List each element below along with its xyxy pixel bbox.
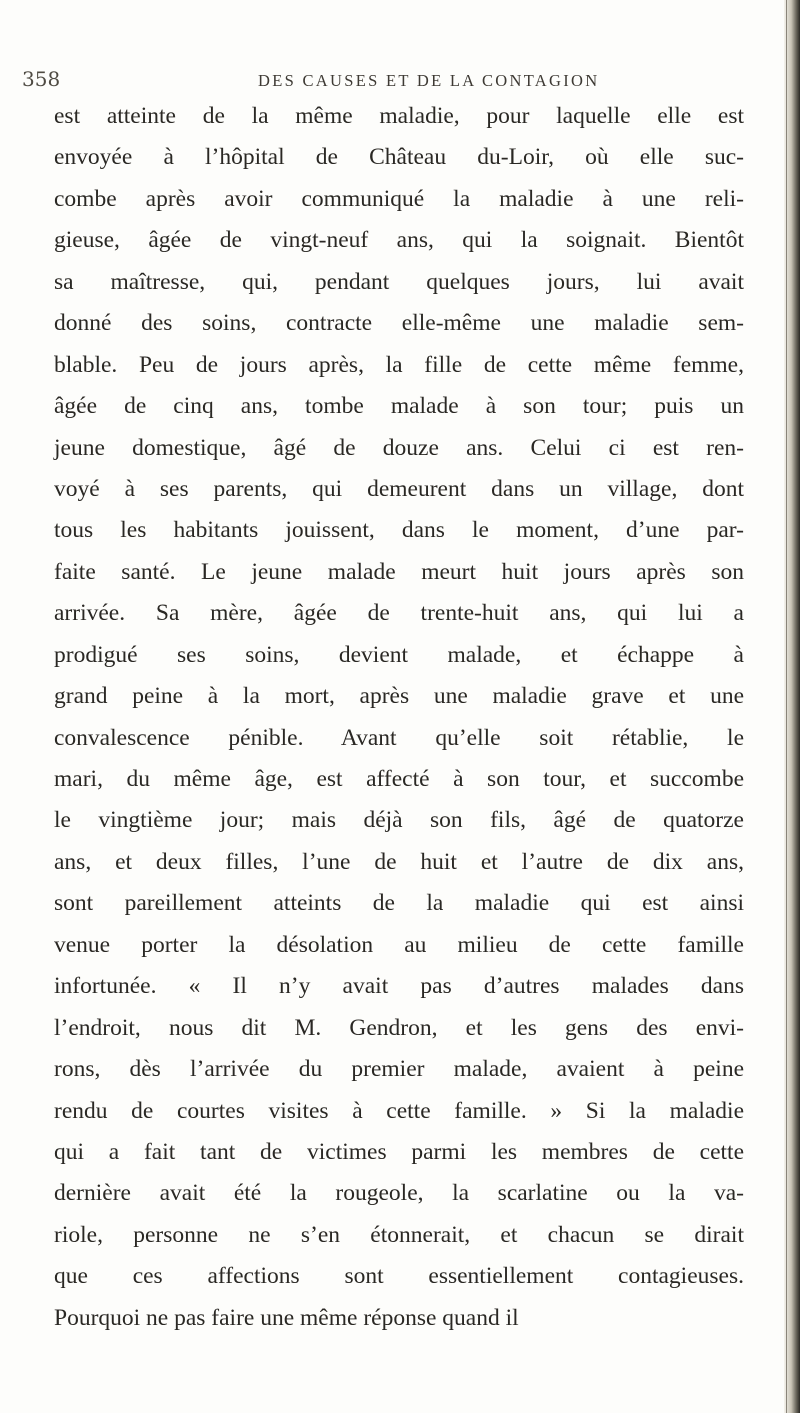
text-line: donné des soins, contracte elle-même une maladie sem- bbox=[54, 310, 744, 337]
text-line: est atteinte de la même maladie, pour laquelle elle est bbox=[54, 103, 744, 129]
text-line: voyé à ses parents, qui demeurent dans un village, dont bbox=[54, 475, 744, 502]
text-line: Pourquoi ne pas faire une même réponse quand il bbox=[54, 1304, 519, 1331]
text-line: grand peine à la mort, après une maladie grave et une bbox=[54, 683, 744, 710]
running-head: DES CAUSES ET DE LA CONTAGION bbox=[258, 71, 600, 90]
text-line: ans, et deux filles, l’une de huit et l’autre de dix ans, bbox=[54, 848, 744, 875]
text-line: mari, du même âge, est affecté à son tour, et succombe bbox=[54, 766, 744, 792]
text-line: sa maîtresse, qui, pendant quelques jours, lui avait bbox=[54, 268, 744, 295]
text-line: qui a fait tant de victimes parmi les membres de cette bbox=[54, 1138, 744, 1165]
body-text bbox=[54, 96, 744, 1339]
text-line: prodigué ses soins, devient malade, et échappe à bbox=[54, 641, 744, 668]
text-line: arrivée. Sa mère, âgée de trente-huit ans, qui lui a bbox=[54, 600, 744, 627]
text-line: rons, dès l’arrivée du premier malade, avaient à peine bbox=[54, 1056, 744, 1083]
page-edge-line bbox=[786, 0, 787, 1413]
text-line: que ces affections sont essentiellement contagieuses. bbox=[54, 1263, 744, 1290]
text-line: tous les habitants jouissent, dans le moment, d’une par- bbox=[54, 517, 744, 544]
text-line: âgée de cinq ans, tombe malade à son tour; puis un bbox=[54, 393, 744, 420]
text-line: riole, personne ne s’en étonnerait, et chacun se dirait bbox=[54, 1221, 744, 1248]
text-line: rendu de courtes visites à cette famille. » Si la maladie bbox=[54, 1097, 744, 1124]
text-line: jeune domestique, âgé de douze ans. Celui ci est ren- bbox=[54, 434, 744, 461]
text-line: convalescence pénible. Avant qu’elle soit rétablie, le bbox=[54, 724, 744, 751]
text-line: infortunée. « Il n’y avait pas d’autres malades dans bbox=[54, 973, 744, 1000]
text-line: gieuse, âgée de vingt-neuf ans, qui la soignait. Bientôt bbox=[54, 227, 744, 254]
text-line: dernière avait été la rougeole, la scarlatine ou la va- bbox=[54, 1180, 744, 1207]
text-line: envoyée à l’hôpital de Château du-Loir, où elle suc- bbox=[54, 144, 744, 171]
text-line: faite santé. Le jeune malade meurt huit jours après son bbox=[54, 558, 744, 585]
text-line: combe après avoir communiqué la maladie à une reli- bbox=[54, 185, 744, 212]
text-line: blable. Peu de jours après, la fille de cette même femme, bbox=[54, 351, 744, 378]
text-line: venue porter la désolation au milieu de cette famille bbox=[54, 931, 744, 958]
text-line: le vingtième jour; mais déjà son fils, âgé de quatorze bbox=[54, 807, 744, 834]
text-line: l’endroit, nous dit M. Gendron, et les gens des envi- bbox=[54, 1014, 744, 1041]
text-line: sont pareillement atteints de la maladie qui est ainsi bbox=[54, 890, 744, 917]
page-number: 358 bbox=[22, 67, 61, 91]
